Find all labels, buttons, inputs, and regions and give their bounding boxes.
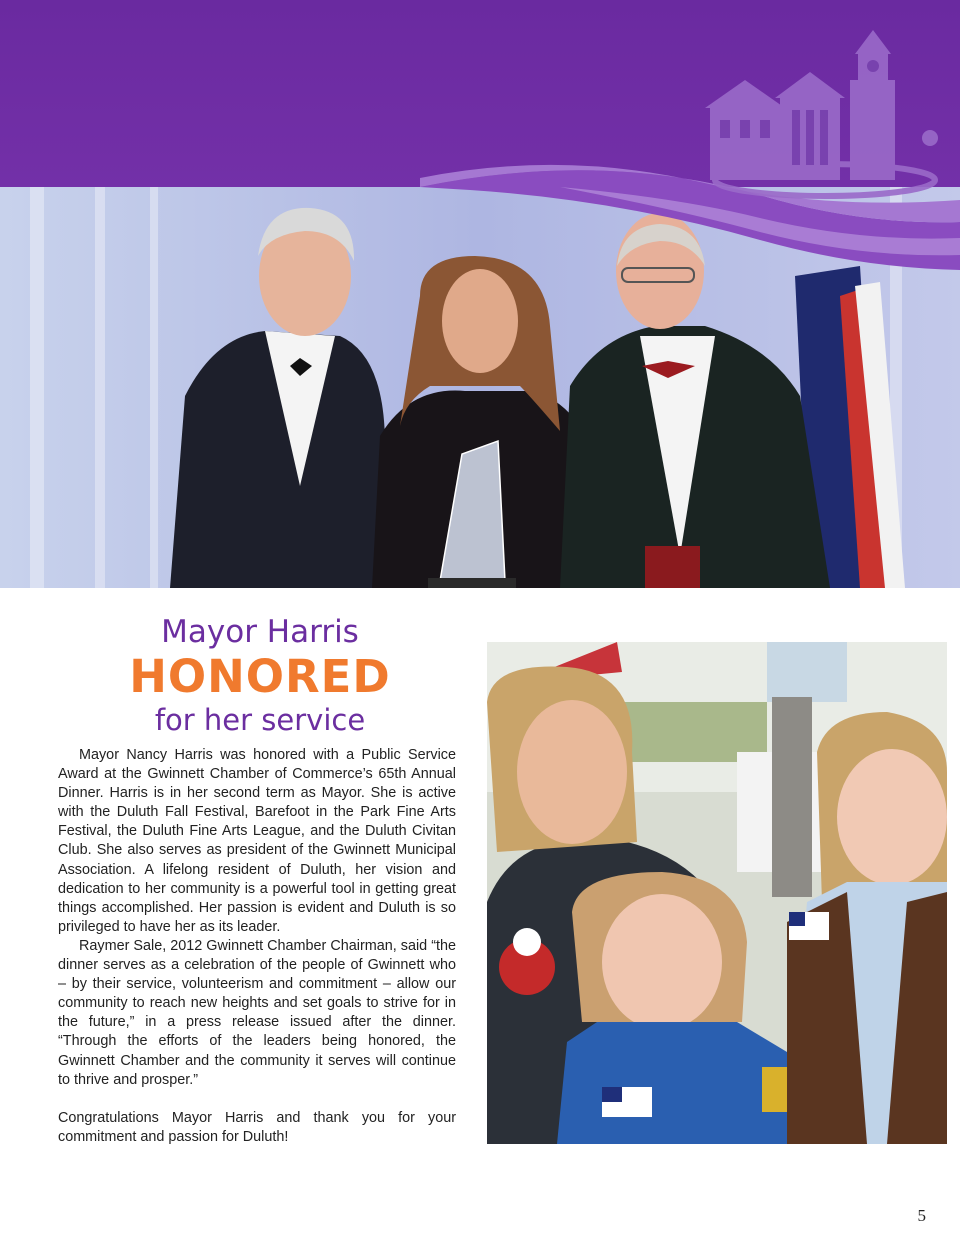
article-title bbox=[58, 612, 462, 738]
title-line-for-her-service: for her service bbox=[154, 703, 366, 737]
title-line-mayor-harris: Mayor Harris bbox=[161, 614, 359, 650]
girl-scouts-photo bbox=[487, 642, 947, 1144]
title-line-honored: HONORED bbox=[129, 650, 391, 703]
closing-paragraph: Congratulations Mayor Harris and thank you for your commitment and passion for Duluth! bbox=[58, 1109, 456, 1145]
page-header-banner bbox=[0, 0, 960, 270]
body-paragraph-1: Mayor Nancy Harris was honored with a Public Service Award at the Gwinnett Chamber of Commerce’s 65th Annual Dinner. Harris is in her second term as Mayor. She is active with the Duluth Fall Festival, Barefoot in the Park Fine Arts Festival, the Duluth Fine Arts League, and the Duluth Civitan Club. She also serves as president of the Gwinnett Municipal Association. A lifelong resident of Duluth, her vision and dedication to her community is a powerful tool in getting great things accomplished. Her passion is evident and Duluth is so privileged to have her as its leader. bbox=[58, 747, 456, 935]
article-body bbox=[58, 746, 456, 1147]
page-number: 5 bbox=[917, 1206, 926, 1225]
body-paragraph-2: Raymer Sale, 2012 Gwinnett Chamber Chairman, said “the dinner serves as a celebration of the people of Gwinnett who – by their service, volunteerism and commitment – allow our community to reach new heights and set goals to strive for in the future,” in a press release issued after the dinner. “Through the efforts of the leaders being honored, the Gwinnett Chamber and the community it serves will continue to thrive and prosper.” bbox=[58, 937, 456, 1088]
